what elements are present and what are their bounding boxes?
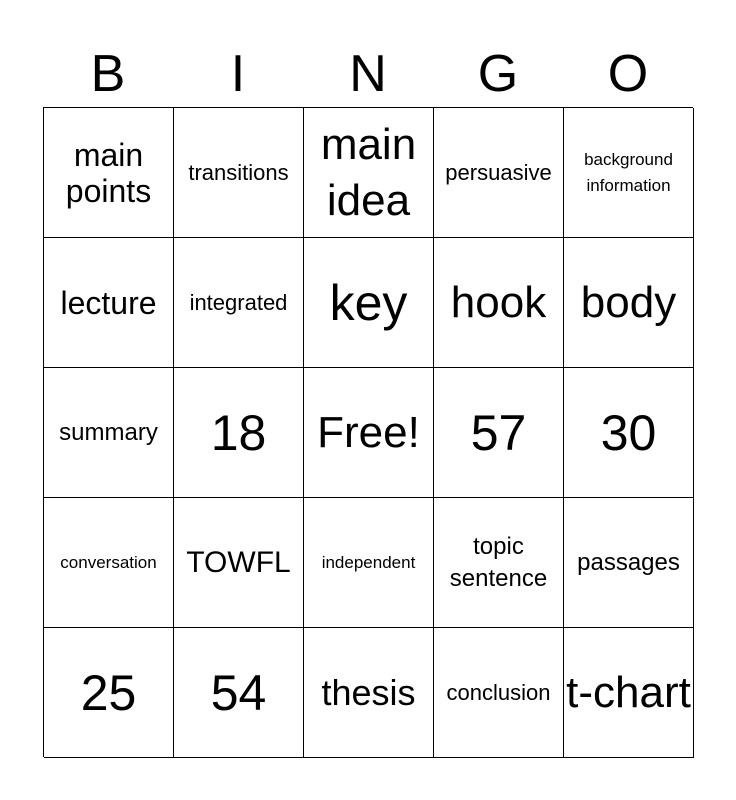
- bingo-cell[interactable]: [174, 498, 304, 628]
- bingo-cell[interactable]: [434, 108, 564, 238]
- cell-text: conversation: [60, 552, 157, 572]
- cell-text: hook: [450, 277, 547, 327]
- header-letter-i: I: [230, 45, 246, 103]
- cell-text: 18: [210, 404, 267, 461]
- cell-text: integrated: [189, 289, 288, 315]
- cell-text: conclusion: [446, 679, 551, 705]
- bingo-cell[interactable]: [434, 498, 564, 628]
- bingo-cell[interactable]: [434, 368, 564, 498]
- bingo-cell[interactable]: [304, 238, 434, 368]
- cell-text: persuasive: [445, 159, 552, 185]
- bingo-cell[interactable]: [434, 628, 564, 758]
- cell-text: 25: [80, 664, 137, 721]
- bingo-cell[interactable]: [44, 628, 174, 758]
- cell-text: main points: [65, 136, 152, 209]
- bingo-cell[interactable]: [304, 498, 434, 628]
- header-letter-b: B: [90, 45, 126, 103]
- cell-text: 57: [470, 404, 527, 461]
- bingo-cell[interactable]: [44, 108, 174, 238]
- bingo-cell[interactable]: [174, 238, 304, 368]
- bingo-cell[interactable]: [174, 108, 304, 238]
- header-letter-n: N: [349, 45, 387, 103]
- bingo-grid: [43, 107, 693, 757]
- cell-text: topic sentence: [449, 532, 548, 592]
- header-letter-o: O: [607, 45, 649, 103]
- cell-text: passages: [577, 548, 680, 576]
- bingo-cell[interactable]: [174, 628, 304, 758]
- bingo-cell[interactable]: [564, 368, 694, 498]
- cell-text: body: [580, 277, 677, 327]
- cell-text: thesis: [321, 671, 416, 713]
- bingo-cell[interactable]: [564, 628, 694, 758]
- cell-text: transitions: [188, 159, 289, 185]
- bingo-cell[interactable]: [564, 108, 694, 238]
- cell-text: independent: [321, 552, 416, 572]
- cell-text: t-chart: [566, 667, 691, 717]
- bingo-cell[interactable]: [304, 628, 434, 758]
- cell-text: key: [329, 274, 408, 331]
- bingo-cell[interactable]: [44, 368, 174, 498]
- bingo-cell[interactable]: [304, 368, 434, 498]
- cell-text: background information: [584, 149, 673, 195]
- bingo-cell[interactable]: [564, 498, 694, 628]
- cell-text: Free!: [317, 407, 420, 457]
- bingo-cell[interactable]: [174, 368, 304, 498]
- cell-text: 30: [600, 404, 657, 461]
- bingo-cell[interactable]: [434, 238, 564, 368]
- bingo-cell[interactable]: [44, 238, 174, 368]
- cell-text: TOWFL: [186, 545, 291, 579]
- cell-text: 54: [210, 664, 267, 721]
- bingo-cell[interactable]: [564, 238, 694, 368]
- cell-text: summary: [59, 418, 158, 446]
- bingo-cell[interactable]: [304, 108, 434, 238]
- bingo-header: [43, 40, 693, 108]
- cell-text: main idea: [320, 119, 417, 225]
- cell-text: lecture: [60, 284, 157, 321]
- bingo-cell[interactable]: [44, 498, 174, 628]
- header-letter-g: G: [477, 45, 519, 103]
